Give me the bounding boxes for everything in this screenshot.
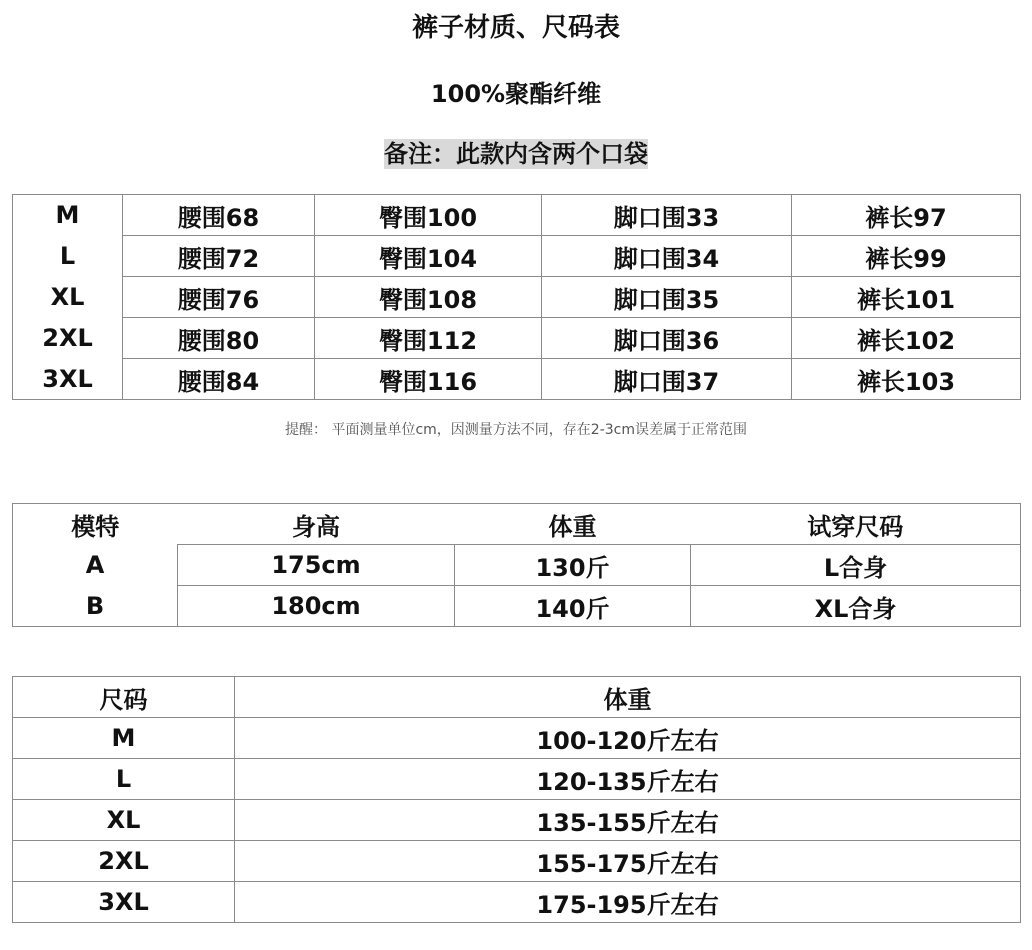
- waist-cell: 腰围72: [123, 236, 315, 277]
- header-cell: 模特: [71, 512, 120, 541]
- weight-range-cell: 100-120斤左右: [235, 718, 1021, 759]
- header-cell: 尺码: [13, 677, 235, 718]
- length-cell: 裤长99: [792, 236, 1021, 277]
- weight-range-cell: 155-175斤左右: [235, 841, 1021, 882]
- fit-cell: L合身: [691, 545, 1021, 586]
- size-cell: L: [13, 759, 235, 800]
- waist-cell: 腰围84: [123, 359, 315, 400]
- length-cell: 裤长102: [792, 318, 1021, 359]
- header-cell: 体重: [235, 677, 1021, 718]
- table-row: [13, 759, 1021, 800]
- table-row: [13, 277, 1021, 318]
- size-cell: 2XL: [13, 841, 235, 882]
- hem-cell: 脚口围35: [542, 277, 792, 318]
- table-row: [13, 359, 1021, 400]
- table-header-row: [13, 677, 1021, 718]
- size-cell: XL: [13, 277, 123, 318]
- page-title: 裤子材质、尺码表: [411, 13, 620, 43]
- table-row: [13, 882, 1021, 923]
- length-cell: 裤长97: [792, 195, 1021, 236]
- header-cell: 身高: [292, 512, 340, 541]
- length-cell: 裤长101: [792, 277, 1021, 318]
- size-cell: M: [13, 718, 235, 759]
- weight-range-cell: 175-195斤左右: [235, 882, 1021, 923]
- fit-cell: XL合身: [691, 586, 1021, 627]
- table-header-row: [13, 504, 1021, 545]
- size-measurement-table: [12, 194, 1021, 400]
- table-row: [13, 236, 1021, 277]
- model-name-cell: B: [85, 591, 105, 620]
- table-row: [13, 195, 1021, 236]
- hip-cell: 臀围112: [315, 318, 542, 359]
- hip-cell: 臀围108: [315, 277, 542, 318]
- weight-range-cell: 135-155斤左右: [235, 800, 1021, 841]
- table-row: [13, 841, 1021, 882]
- weight-range-cell: 120-135斤左右: [235, 759, 1021, 800]
- size-cell: 3XL: [13, 882, 235, 923]
- hem-cell: 脚口围37: [542, 359, 792, 400]
- size-cell: M: [13, 195, 123, 236]
- table-row: [13, 718, 1021, 759]
- remark-line: [0, 138, 1032, 170]
- table-row: [13, 586, 1021, 627]
- height-cell: 180cm: [178, 586, 455, 627]
- size-cell: L: [13, 236, 123, 277]
- hip-cell: 臀围100: [315, 195, 542, 236]
- model-name-cell: A: [85, 551, 105, 579]
- waist-cell: 腰围76: [123, 277, 315, 318]
- size-weight-table: [12, 676, 1021, 923]
- weight-cell: 140斤: [455, 586, 691, 627]
- waist-cell: 腰围68: [123, 195, 315, 236]
- model-fit-table: [12, 503, 1021, 627]
- size-cell: 3XL: [13, 359, 123, 400]
- size-cell: XL: [13, 800, 235, 841]
- length-cell: 裤长103: [792, 359, 1021, 400]
- table-row: [13, 318, 1021, 359]
- waist-cell: 腰围80: [123, 318, 315, 359]
- size-cell: 2XL: [13, 318, 123, 359]
- height-cell: 175cm: [178, 545, 455, 586]
- hip-cell: 臀围104: [315, 236, 542, 277]
- header-cell: 体重: [548, 512, 597, 541]
- weight-cell: 130斤: [455, 545, 691, 586]
- remark-highlight: 备注：此款内含两个口袋: [384, 140, 648, 168]
- material-info: 100%聚酯纤维: [430, 80, 602, 108]
- hem-cell: 脚口围36: [542, 318, 792, 359]
- hip-cell: 臀围116: [315, 359, 542, 400]
- hem-cell: 脚口围34: [542, 236, 792, 277]
- table-row: [13, 545, 1021, 586]
- measurement-reminder: 提醒： 平面测量单位cm，因测量方法不同，存在2-3cm误差属于正常范围: [285, 422, 747, 438]
- table-row: [13, 800, 1021, 841]
- hem-cell: 脚口围33: [542, 195, 792, 236]
- header-cell: 试穿尺码: [807, 512, 904, 541]
